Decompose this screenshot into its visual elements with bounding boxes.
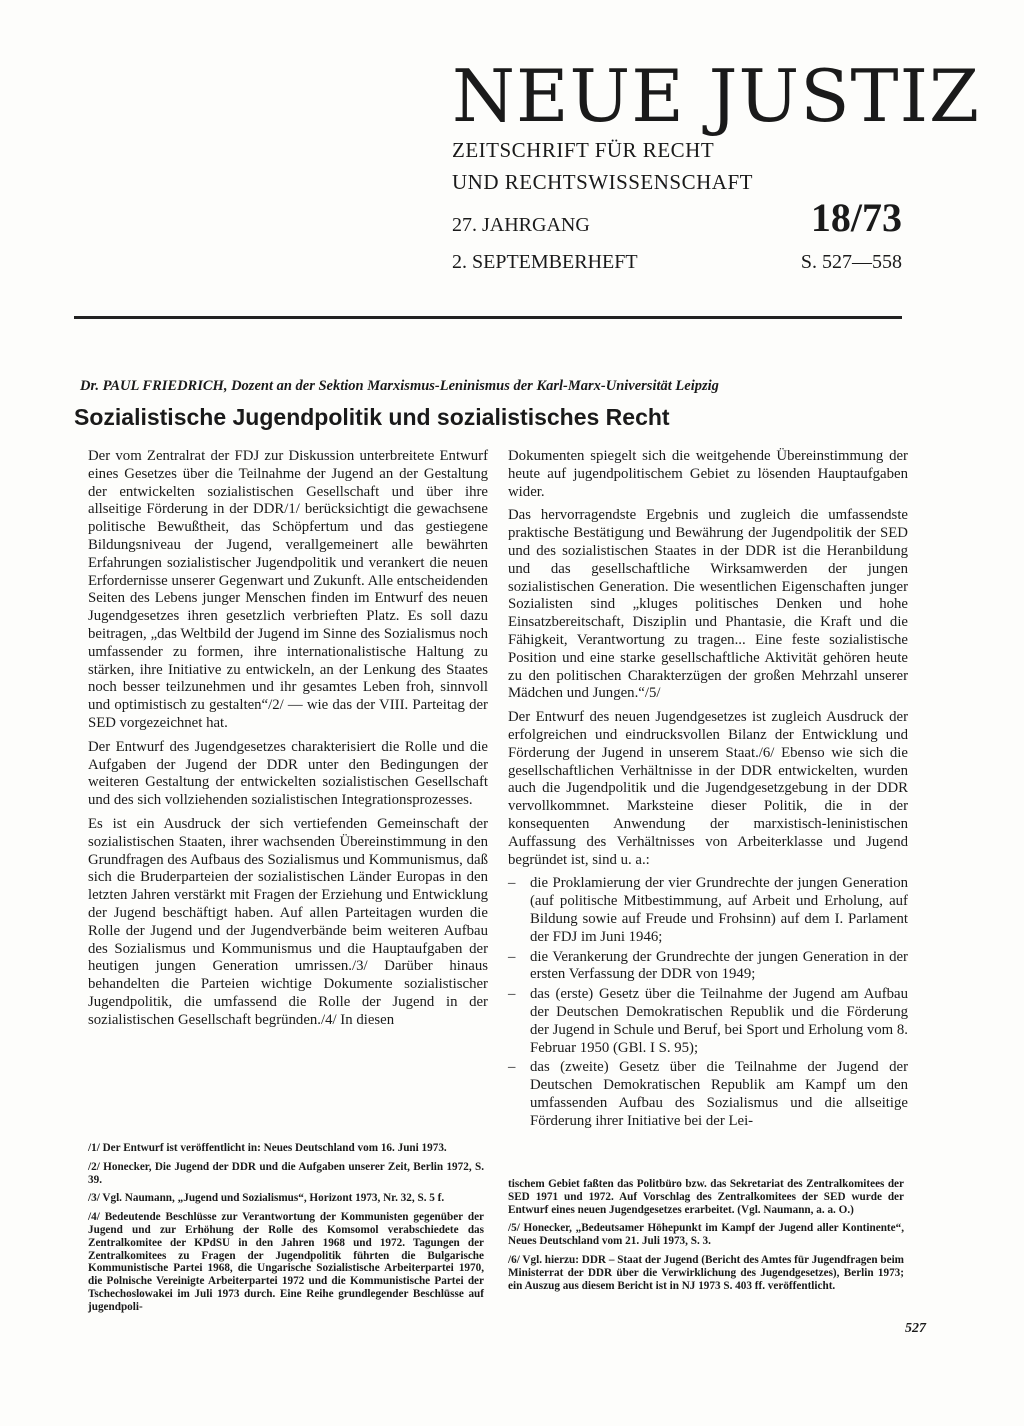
issue-number: 18/73	[810, 195, 902, 240]
article-author: Dr. PAUL FRIEDRICH, Dozent an der Sektion Marxismus-Leninismus der Karl-Marx-Universität Leipzig	[80, 378, 719, 394]
footnotes-left	[88, 1142, 484, 1320]
journal-title: NEUE JUSTIZ	[452, 54, 981, 138]
list-item: – das (erste) Gesetz über die Teilnahme der Jugend am Aufbau der Deutschen Demokratischen Republik und die Förderung der Jugend in Schule und Beruf, bei Sport und Erholung vom 8. Februar 1950 (GBl. I S. 95);	[508, 986, 908, 1057]
issue-row-volume	[452, 195, 902, 240]
journal-subtitle-line2: UND RECHTSWISSENSCHAFT	[452, 170, 753, 194]
masthead	[452, 54, 981, 196]
footnotes-right	[508, 1178, 904, 1298]
footnote: /6/ Vgl. hierzu: DDR – Staat der Jugend (Bericht des Amtes für Jugendfragen beim Ministerrat der DDR über die Verwirklichung des Jugendgesetzes), Berlin 1973; ein Auszug aus diesem Bericht ist in NJ 1973 S. 403 ff. veröffentlicht.	[508, 1253, 904, 1292]
milestone-list	[508, 875, 908, 1130]
journal-subtitle-line1: ZEITSCHRIFT FÜR RECHT	[452, 138, 715, 162]
list-item: – die Proklamierung der vier Grundrechte der jungen Generation (auf politische Mitbestimmung, auf Arbeit und Erholung, auf Bildung sowie auf Freude und Frohsinn) auf dem I. Parlament der FDJ im Juni 1946;	[508, 875, 908, 946]
paragraph: Dokumenten spiegelt sich die weitgehende Übereinstimmung der heute auf jugendpolitischem Gebiet zu lösenden Hauptaufgaben wider.	[508, 448, 908, 500]
footnote: /2/ Honecker, Die Jugend der DDR und die Aufgaben unserer Zeit, Berlin 1972, S. 39.	[88, 1160, 484, 1186]
paragraph: Der vom Zentralrat der FDJ zur Diskussion unterbreitete Entwurf eines Gesetzes über die Teilnahme der Jugend an der Gestaltung der entwickelten sozialistischen Gesellschaft und über ihre allseitige Förderung in der DDR/1/ berücksichtigt die gewachsene politische Bewußtheit, das Schöpfertum und das gestiegene Bildungsniveau der Jugend, verallgemeinert alle bewährten Erfahrungen sozialistischer Jugendpolitik und verankert die neuen Erfordernisse unserer Gegenwart und Zukunft. Alle entscheidenden Seiten des Lebens junger Menschen finden im Entwurf des neuen Jugendgesetzes ihren gesetzlich verbrieften Platz. Es soll dazu beitragen, „das Weltbild der Jugend im Sinne des Sozialismus noch umfassender zu formen, ihre internationalistische Haltung zu stärken, ihre Initiative zu entwickeln, an der Lenkung des Staates noch besser teilzunehmen und ihr gesamtes Leben froh, sinnvoll und optimistisch zu gestalten“/2/ — wie das der VIII. Parteitag der SED vorgezeichnet hat.	[88, 448, 488, 731]
list-item: – das (zweite) Gesetz über die Teilnahme der Jugend der Deutschen Demokratischen Republik am Kampf um den umfassenden Aufbau des Sozialismus und die allseitige Förderung ihrer Initiative bei der Lei-	[508, 1059, 908, 1130]
paragraph: Der Entwurf des neuen Jugendgesetzes ist zugleich Ausdruck der erfolgreichen und eindrucksvollen Bilanz der Entwicklung und Förderung der Jugend in unserem Staat./6/ Ebenso wie sich die gesellschaftlichen Verhältnisse in der DDR entwickelten, wurden auch die Jugendpolitik und die Jugendgesetzgebung in der DDR vervollkommnet. Marksteine dieser Politik, die in der konsequenten Anwendung der marxistisch-leninistischen Auffassung des Verhältnisses von Arbeiterklasse und Jugend begründet ist, sind u. a.:	[508, 709, 908, 868]
footnote: /3/ Vgl. Naumann, „Jugend und Sozialismus“, Horizont 1973, Nr. 32, S. 5 f.	[88, 1192, 445, 1205]
page-range: S. 527—558	[800, 251, 902, 273]
article-title: Sozialistische Jugendpolitik und sozialistisches Recht	[74, 404, 670, 430]
list-item: – die Verankerung der Grundrechte der jungen Generation in der ersten Verfassung der DDR von 1949;	[508, 949, 908, 985]
left-column	[88, 448, 488, 1036]
footnote: /1/ Der Entwurf ist veröffentlicht in: Neues Deutschland vom 16. Juni 1973.	[88, 1142, 447, 1154]
footnote: /4/ Bedeutende Beschlüsse zur Verantwortung der Kommunisten gegenüber der Jugend und zur Erhöhung der Rolle des Komsomol verabschiedete das Zentralkomitee der KPdSU in den Jahren 1968 und 1972. Tagungen der Zentralkomitees zu Fragen der Jugendpolitik führten die Bulgarische Kommunistische Partei 1968, die Ungarische Sozialistische Arbeiterpartei 1970, die Polnische Vereinigte Arbeiterpartei 1972 und die Kommunistische Partei der Tschechoslowakei im Juli 1973 durch. Eine Reihe grundlegender Beschlüsse auf jugendpoli-	[88, 1211, 484, 1313]
page-number: 527	[905, 1321, 926, 1336]
issue-row-edition	[452, 251, 902, 274]
volume-label: 27. JAHRGANG	[452, 214, 590, 236]
right-column	[508, 448, 908, 1132]
paragraph: Das hervorragendste Ergebnis und zugleich die umfassendste praktische Bestätigung und Bewährung der Jugendpolitik der SED und des sozialistischen Staates in der DDR ist die Heranbildung und das gesellschaftliche Wirksamwerden der jungen sozialistischen Generation. Die wesentlichen Eigenschaften junger Sozialisten sind „kluges politisches Denken und hohe Einsatzbereitschaft, Disziplin und Phantasie, die Kraft und die Fähigkeit, Verantwortung zu tragen... Eine feste sozialistische Position und eine starke gesellschaftliche Aktivität gehören heute zu den politischen Charakterzügen der großen Mehrzahl unserer Mädchen und Jungen.“/5/	[508, 507, 908, 702]
footnote: tischem Gebiet faßten das Politbüro bzw. das Sekretariat des Zentralkomitees der SED 1971 und 1972. Auf Vorschlag des Zentralkomitees der SED wurde der Entwurf eines neuen Jugendgesetzes erarbeitet. (Vgl. Naumann, a. a. O.)	[508, 1178, 904, 1216]
edition-label: 2. SEPTEMBERHEFT	[452, 251, 638, 273]
footnote: /5/ Honecker, „Bedeutsamer Höhepunkt im Kampf der Jugend aller Kontinente“, Neues Deutschland vom 21. Juli 1973, S. 3.	[508, 1222, 904, 1248]
paragraph: Der Entwurf des Jugendgesetzes charakterisiert die Rolle und die Aufgaben der Jugend der DDR unter den Bedingungen der weiteren Gestaltung der entwickelten sozialistischen Gesellschaft und des sich vollziehenden sozialistischen Integrationsprozesses.	[88, 738, 488, 809]
paragraph: Es ist ein Ausdruck der sich vertiefenden Gemeinschaft der sozialistischen Staaten, ihrer wachsenden Übereinstimmung in den Grundfragen des Aufbaus des Sozialismus und Kommunismus, daß sich die Bruderparteien der sozialistischen Länder Europas in den letzten Jahren verstärkt mit Fragen der Erziehung und Entwicklung der Jugend beschäftigt haben. Auf allen Parteitagen wurden die Rolle der Jugend und der Jugendverbände beim weiteren Aufbau des Sozialismus und Kommunismus und die Hauptaufgaben der heutigen jungen Generation umrissen./3/ Darüber hinaus behandelten die Parteien wichtige Dokumente sozialistischer Jugendpolitik, die umfassend die Rolle der Jugend in der sozialistischen Gesellschaft begründen./4/ In diesen	[88, 815, 488, 1028]
masthead-rule	[74, 316, 902, 319]
